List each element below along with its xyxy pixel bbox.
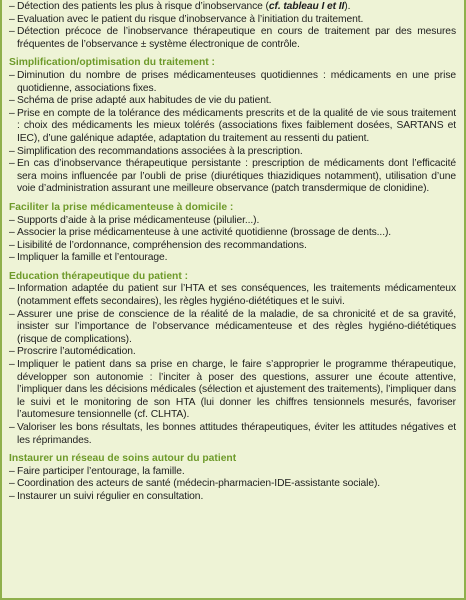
list-item	[9, 215, 456, 228]
section-3	[9, 271, 456, 447]
list-item	[9, 309, 456, 347]
list-item-text: Détection précoce de l’inobservance thérapeutique en cours de traitement par des mesures fréquentes de l’observance ± système électronique de contrôle.	[17, 26, 456, 50]
list-item-text: Supports d’aide à la prise médicamenteuse (pilulier...).	[17, 214, 260, 226]
list-item	[9, 252, 456, 265]
section-heading: Education thérapeutique du patient :	[9, 270, 189, 282]
list-item-text: En cas d’inobservance thérapeutique persistante : prescription de médicaments dont l’efficacité sera moins influencée par l’oubli de prise (diurétiques thiazidiques notamment), utilisation d’une voie d’administration assurant une meilleure observance (patch transdermique de clonidine).	[17, 158, 456, 195]
list-item-text: Assurer une prise de conscience de la réalité de la maladie, de sa chronicité et de sa gravité, insister sur l’importance de l’observance médicamenteuse et des règles hygiéno-diététiques (risque de complications).	[17, 308, 456, 345]
list-item-text: Détection des patients les plus à risque d’inobservance (	[17, 1, 269, 12]
list-item	[9, 491, 456, 504]
bullet-list	[9, 215, 456, 265]
list-item	[9, 14, 456, 27]
section-heading: Instaurer un réseau de soins autour du patient	[9, 453, 237, 465]
list-item	[9, 466, 456, 479]
list-item-text: Impliquer la famille et l’entourage.	[17, 252, 168, 264]
section-heading: Faciliter la prise médicamenteuse à domicile :	[9, 201, 234, 213]
list-item-text: Faire participer l’entourage, la famille.	[17, 465, 185, 477]
list-item-text-end: ).	[344, 1, 351, 12]
list-item-text: Prise en compte de la tolérance des médicaments prescrits et de la qualité de vie sous traitement : choix des médicaments les mieux tolérés (associations fixes faiblement dosées, SARTANS et IEC), d’une galénique adaptée, adaptation du traitement au ressenti du patient.	[17, 107, 456, 144]
bullet-list	[9, 1, 456, 51]
list-item-text: Schéma de prise adapté aux habitudes de vie du patient.	[17, 95, 272, 107]
table-reference: cf. tableau I et II	[268, 1, 345, 12]
section-1	[9, 57, 456, 196]
list-item	[9, 422, 456, 447]
section-4	[9, 453, 456, 503]
bullet-list	[9, 70, 456, 196]
list-item-text: Information adaptée du patient sur l’HTA et ses conséquences, les traitements médicamenteux (notamment effets secondaires), les règles hygiéno-diététiques et le suivi.	[17, 283, 456, 308]
list-item-text: Lisibilité de l’ordonnance, compréhension des recommandations.	[17, 239, 307, 251]
list-item	[9, 240, 456, 253]
list-item	[9, 283, 456, 308]
list-item	[9, 227, 456, 240]
list-item-text: Instaurer un suivi régulier en consultation.	[17, 490, 204, 502]
list-item-text: Impliquer le patient dans sa prise en charge, le faire s’approprier le programme thérapeutique, développer son autonomie : l’inciter à poser des questions, assurer une écoute attentive, l’impliquer dans les décisions médicales (sélection et ajustement des traitements), l’impliquer dans le suivi et le monitoring de son HTA (lui donner les chiffres tensionnels mesurés, favoriser l’automesure tensionnelle (cf. CLHTA).	[17, 359, 456, 421]
list-item	[9, 359, 456, 422]
list-item	[9, 158, 456, 196]
list-item	[9, 346, 456, 359]
list-item	[9, 70, 456, 95]
list-item-text: Coordination des acteurs de santé (médecin-pharmacien-IDE-assistante sociale).	[17, 478, 381, 490]
section-0	[9, 1, 456, 51]
list-item-text: Proscrire l’automédication.	[17, 346, 136, 358]
bullet-list	[9, 466, 456, 504]
bullet-list	[9, 283, 456, 447]
list-item	[9, 146, 456, 159]
section-heading: Simplification/optimisation du traitement :	[9, 57, 215, 69]
list-item	[9, 26, 456, 51]
list-item-text: Valoriser les bons résultats, les bonnes attitudes thérapeutiques, éviter les attitudes négatives et les réprimandes.	[17, 422, 456, 446]
section-2	[9, 202, 456, 265]
list-item	[9, 478, 456, 491]
list-item-text: Diminution du nombre de prises médicamenteuses quotidiennes : médicaments en une prise quotidienne, associations fixes.	[17, 69, 456, 94]
list-item-text: Evaluation avec le patient du risque d’inobservance à l’initiation du traitement.	[17, 13, 364, 25]
list-item	[9, 1, 456, 14]
list-item	[9, 108, 456, 146]
list-item	[9, 95, 456, 108]
list-item-text: Simplification des recommandations associées à la prescription.	[17, 145, 303, 157]
list-item-text: Associer la prise médicamenteuse à une activité quotidienne (brossage de dents...).	[17, 227, 392, 239]
